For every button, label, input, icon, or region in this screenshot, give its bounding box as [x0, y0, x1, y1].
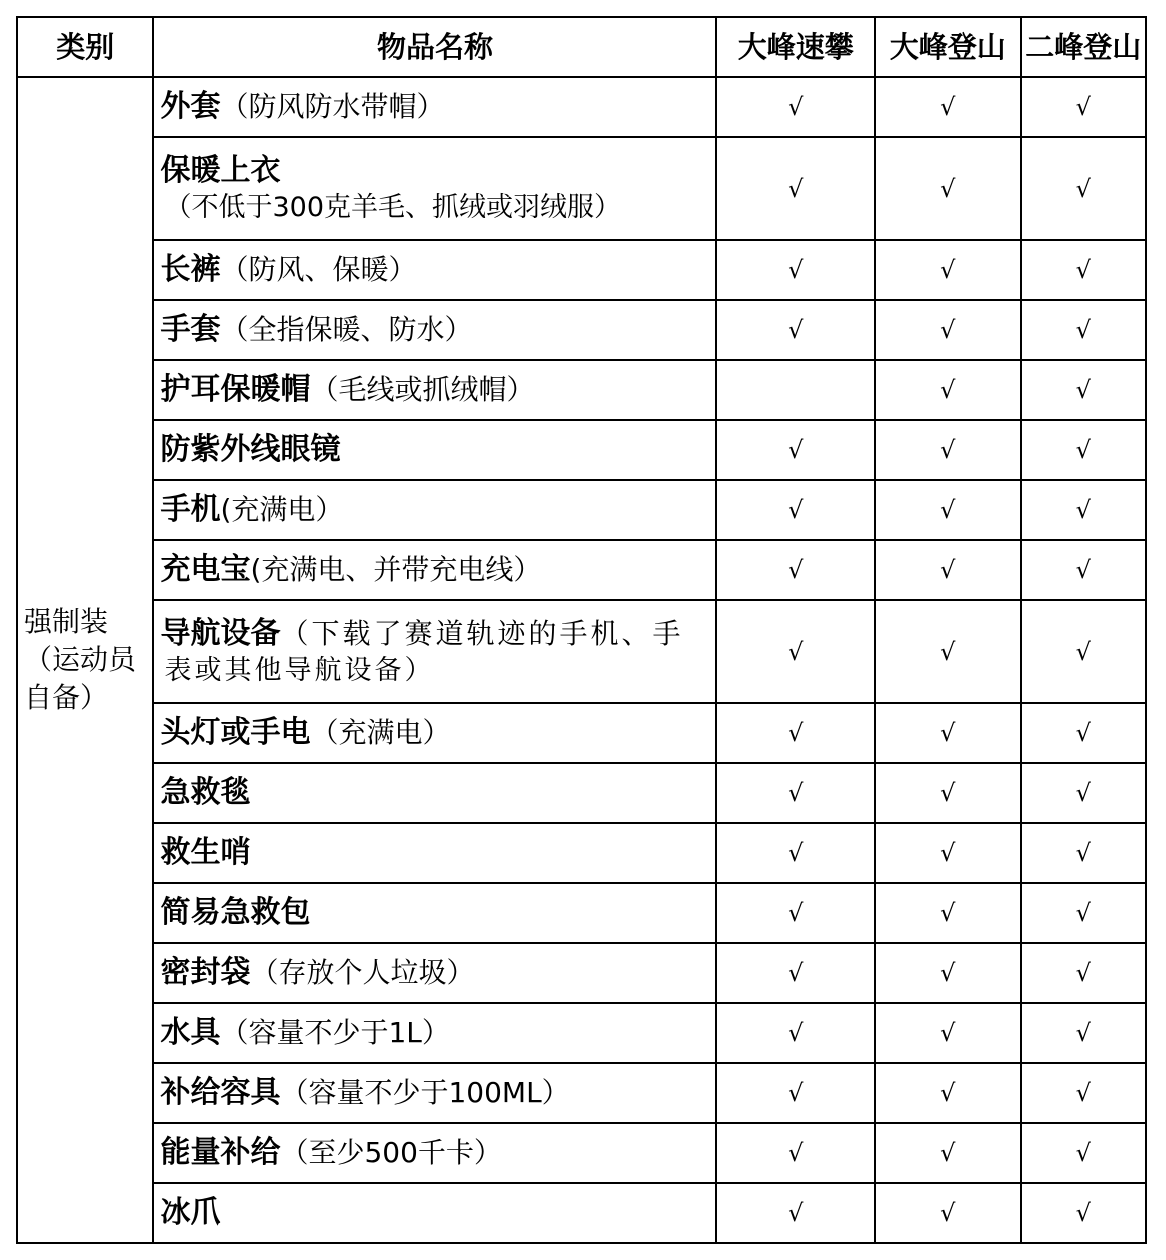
- check-mark-cell: √: [1021, 240, 1147, 300]
- item-name-note: （至少500千卡）: [280, 1136, 502, 1169]
- item-name-cell: [153, 883, 716, 943]
- item-name-bold: 长裤: [160, 252, 221, 287]
- item-name-cell: [153, 763, 716, 823]
- check-mark-cell: √: [1021, 1063, 1147, 1123]
- item-name-cell: [153, 480, 716, 540]
- item-name-cell: [153, 137, 716, 240]
- check-mark-cell: √: [875, 1003, 1021, 1063]
- item-name-cell: [153, 1063, 716, 1123]
- check-mark-cell: √: [716, 300, 875, 360]
- equipment-table-container: [16, 16, 1147, 1244]
- category-line: 强制装: [24, 605, 109, 638]
- item-name-cell: [153, 300, 716, 360]
- table-row: [17, 1063, 1146, 1123]
- check-mark-cell: √: [875, 360, 1021, 420]
- check-mark-cell: √: [716, 1003, 875, 1063]
- check-mark-cell: √: [716, 943, 875, 1003]
- table-row: [17, 1003, 1146, 1063]
- item-name-bold: 水具: [160, 1015, 221, 1050]
- item-name-cell: [153, 77, 716, 137]
- item-name-bold: 补给容具: [160, 1075, 281, 1110]
- table-row: [17, 1123, 1146, 1183]
- item-name-bold: 简易急救包: [160, 895, 311, 930]
- header-item-name: 物品名称: [153, 17, 716, 77]
- check-mark-cell: [716, 360, 875, 420]
- item-name-cell: [153, 943, 716, 1003]
- item-name-note: （容量不少于1L）: [220, 1016, 450, 1049]
- table-row: [17, 1183, 1146, 1243]
- check-mark-cell: √: [1021, 420, 1147, 480]
- check-mark-cell: √: [875, 300, 1021, 360]
- check-mark-cell: √: [1021, 1183, 1147, 1243]
- category-cell: [17, 77, 153, 1243]
- check-mark-cell: √: [716, 703, 875, 763]
- item-name-bold: 护耳保暖帽: [160, 372, 311, 407]
- check-mark-cell: √: [1021, 763, 1147, 823]
- check-mark-cell: √: [1021, 480, 1147, 540]
- check-mark-cell: √: [1021, 600, 1147, 703]
- check-mark-cell: √: [875, 1183, 1021, 1243]
- check-mark-cell: √: [875, 137, 1021, 240]
- table-row: [17, 137, 1146, 240]
- check-mark-cell: √: [1021, 883, 1147, 943]
- item-name-note: （下载了赛道轨迹的手机、手: [280, 616, 684, 650]
- table-row: [17, 480, 1146, 540]
- header-dafeng-climb: 大峰登山: [875, 17, 1021, 77]
- check-mark-cell: √: [716, 420, 875, 480]
- item-name-cell: [153, 240, 716, 300]
- item-name-bold: 密封袋: [160, 955, 251, 990]
- table-row: [17, 300, 1146, 360]
- check-mark-cell: √: [1021, 703, 1147, 763]
- item-name-bold: 头灯或手电: [160, 715, 311, 750]
- check-mark-cell: √: [875, 823, 1021, 883]
- check-mark-cell: √: [875, 600, 1021, 703]
- item-name-note: （容量不少于100ML）: [280, 1076, 570, 1109]
- check-mark-cell: √: [716, 600, 875, 703]
- item-name-note: （防风、保暖）: [220, 253, 417, 286]
- table-row: [17, 943, 1146, 1003]
- table-row: [17, 420, 1146, 480]
- item-name-cell: [153, 360, 716, 420]
- item-name-note: （存放个人垃圾）: [250, 956, 475, 989]
- table-row: [17, 240, 1146, 300]
- item-name-bold: 手套: [160, 312, 221, 347]
- check-mark-cell: √: [875, 763, 1021, 823]
- item-name-bold: 手机: [160, 492, 221, 527]
- check-mark-cell: √: [716, 1123, 875, 1183]
- check-mark-cell: √: [716, 240, 875, 300]
- item-name-note: （充满电）: [310, 716, 451, 749]
- check-mark-cell: √: [1021, 1123, 1147, 1183]
- table-row: [17, 600, 1146, 703]
- check-mark-cell: √: [1021, 137, 1147, 240]
- table-row: [17, 823, 1146, 883]
- check-mark-cell: √: [716, 480, 875, 540]
- item-name-bold: 冰爪: [160, 1195, 221, 1230]
- item-name-note-line2: （不低于300克羊毛、抓绒或羽绒服）: [164, 191, 622, 223]
- equipment-table: [16, 16, 1147, 1244]
- check-mark-cell: √: [875, 77, 1021, 137]
- check-mark-cell: √: [716, 883, 875, 943]
- check-mark-cell: √: [716, 1063, 875, 1123]
- item-name-bold: 急救毯: [160, 775, 251, 810]
- item-name-cell: [153, 420, 716, 480]
- check-mark-cell: √: [1021, 360, 1147, 420]
- check-mark-cell: √: [875, 1063, 1021, 1123]
- item-name-note: （全指保暖、防水）: [220, 313, 473, 346]
- category-line: （运动员: [24, 643, 137, 676]
- check-mark-cell: √: [875, 943, 1021, 1003]
- check-mark-cell: √: [716, 763, 875, 823]
- check-mark-cell: √: [1021, 943, 1147, 1003]
- check-mark-cell: √: [875, 540, 1021, 600]
- check-mark-cell: √: [1021, 1003, 1147, 1063]
- check-mark-cell: √: [875, 240, 1021, 300]
- item-name-bold: 能量补给: [160, 1135, 281, 1170]
- item-name-cell: [153, 823, 716, 883]
- item-name-note: （毛线或抓绒帽）: [310, 373, 535, 406]
- check-mark-cell: √: [716, 77, 875, 137]
- check-mark-cell: √: [875, 420, 1021, 480]
- item-name-bold: 保暖上衣: [160, 152, 281, 188]
- table-row: [17, 360, 1146, 420]
- check-mark-cell: √: [875, 883, 1021, 943]
- item-name-cell: [153, 600, 716, 703]
- item-name-note-line2: 表或其他导航设备）: [164, 654, 435, 686]
- check-mark-cell: √: [875, 703, 1021, 763]
- item-name-note: (充满电、并带充电线）: [250, 553, 542, 586]
- item-name-cell: [153, 1003, 716, 1063]
- item-name-bold: 外套: [160, 89, 221, 124]
- item-name-cell: [153, 1183, 716, 1243]
- table-row: [17, 883, 1146, 943]
- check-mark-cell: √: [716, 540, 875, 600]
- header-row: [17, 17, 1146, 77]
- header-dafeng-speed: 大峰速攀: [716, 17, 875, 77]
- table-row: [17, 703, 1146, 763]
- table-row: [17, 540, 1146, 600]
- check-mark-cell: √: [1021, 300, 1147, 360]
- header-erfeng-climb: 二峰登山: [1021, 17, 1147, 77]
- table-row: [17, 77, 1146, 137]
- item-name-bold: 救生哨: [160, 835, 251, 870]
- item-name-note: （防风防水带帽）: [220, 90, 445, 123]
- check-mark-cell: √: [716, 823, 875, 883]
- check-mark-cell: √: [716, 1183, 875, 1243]
- check-mark-cell: √: [1021, 823, 1147, 883]
- item-name-bold: 导航设备: [160, 615, 281, 651]
- item-name-cell: [153, 703, 716, 763]
- check-mark-cell: √: [875, 480, 1021, 540]
- check-mark-cell: √: [875, 1123, 1021, 1183]
- table-row: [17, 763, 1146, 823]
- item-name-cell: [153, 540, 716, 600]
- header-category: 类别: [17, 17, 153, 77]
- item-name-note: (充满电）: [220, 493, 344, 526]
- check-mark-cell: √: [1021, 77, 1147, 137]
- item-name-bold: 防紫外线眼镜: [160, 432, 341, 467]
- check-mark-cell: √: [716, 137, 875, 240]
- table-body: [17, 77, 1146, 1243]
- check-mark-cell: √: [1021, 540, 1147, 600]
- item-name-bold: 充电宝: [160, 552, 251, 587]
- category-line: 自备）: [24, 681, 109, 714]
- item-name-cell: [153, 1123, 716, 1183]
